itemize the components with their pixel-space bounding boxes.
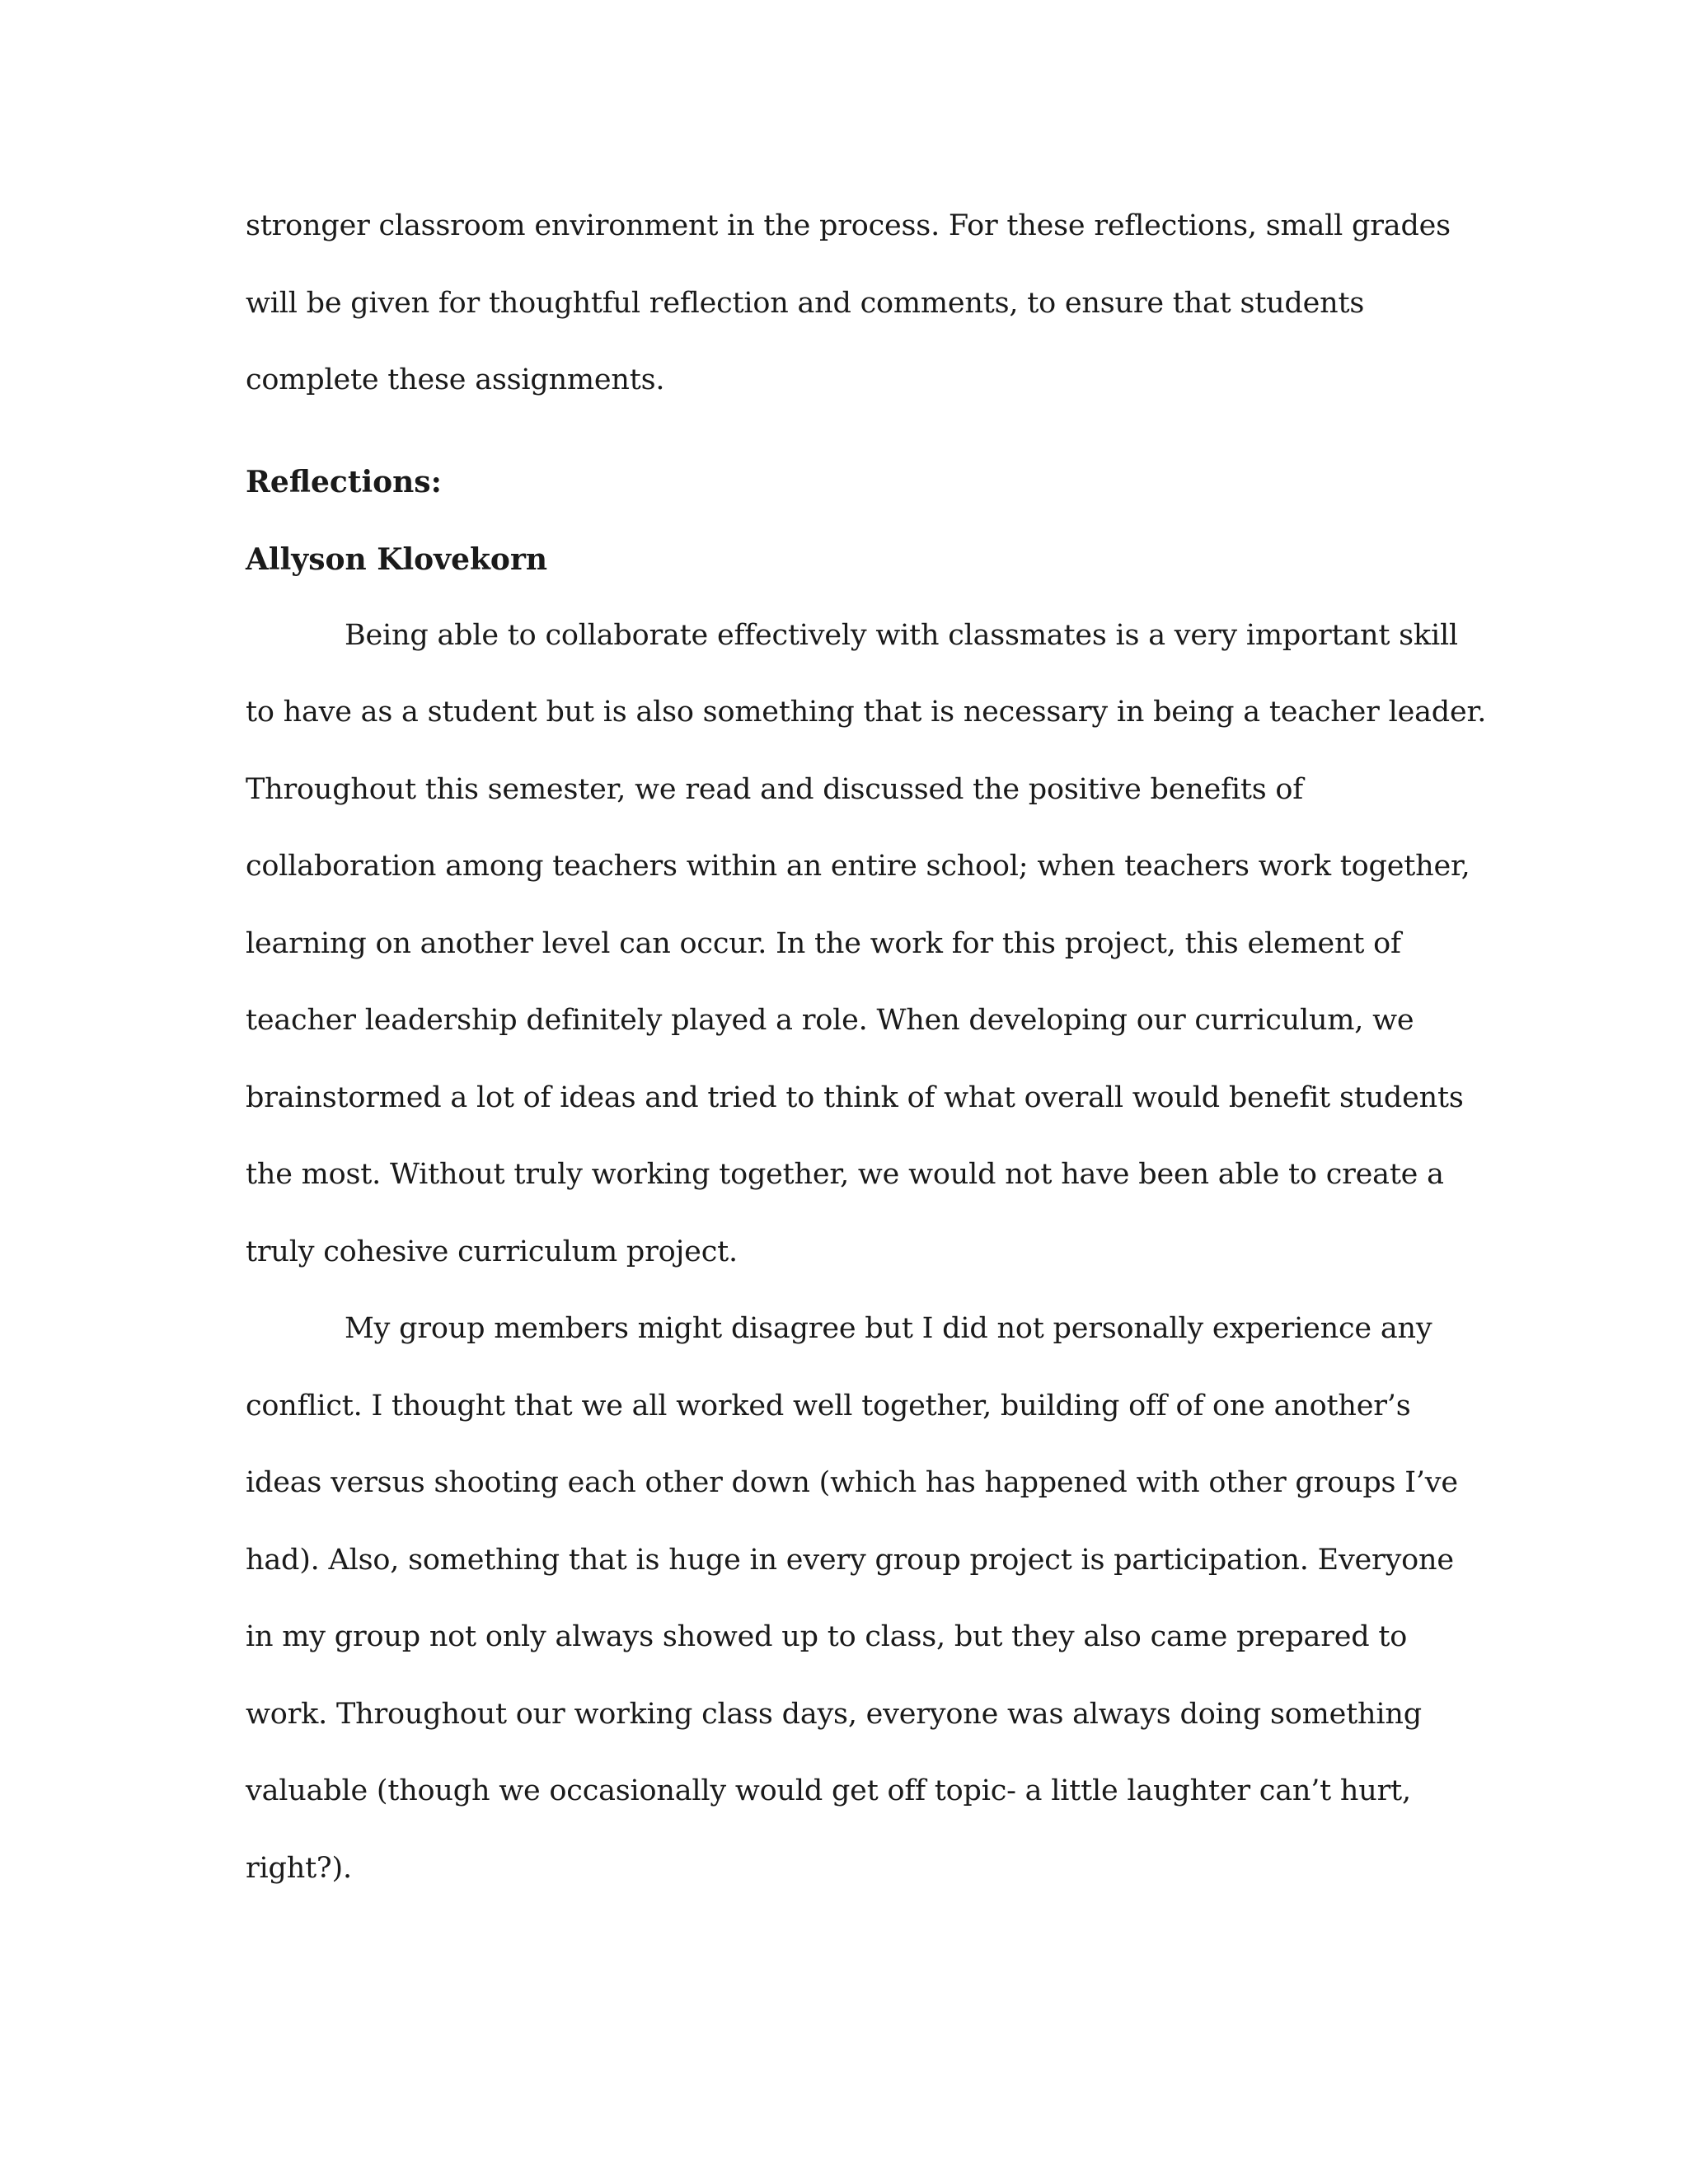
text-line: truly cohesive curriculum project. [246,1235,738,1268]
page-content [246,188,1487,1907]
text-line: to have as a student but is also something that is necessary in being a teacher leader. [246,696,1487,729]
intro-paragraph [246,188,1451,419]
text-line: work. Throughout our working class days, everyone was always doing something [246,1697,1422,1731]
text-line: collaboration among teachers within an entire school; when teachers work together, [246,850,1470,883]
section-heading: Reflections: [246,464,442,499]
text-line: stronger classroom environment in the process. For these reflections, small grades [246,209,1451,242]
text-line: in my group not only always showed up to class, but they also came prepared to [246,1620,1408,1653]
text-line: brainstormed a lot of ideas and tried to think of what overall would benefit students [246,1080,1464,1114]
text-line: teacher leadership definitely played a role. When developing our curriculum, we [246,1004,1414,1037]
text-line: My group members might disagree but I did not personally experience any [345,1312,1432,1345]
text-line: had). Also, something that is huge in every group project is participation. Everyone [246,1543,1454,1577]
text-line: right?). [246,1851,352,1885]
text-line: will be given for thoughtful reflection and comments, to ensure that students [246,286,1365,320]
text-line: ideas versus shooting each other down (which has happened with other groups I’ve [246,1466,1458,1499]
author-name-heading: Allyson Klovekorn [246,541,548,577]
text-line: learning on another level can occur. In the work for this project, this element of [246,926,1401,960]
text-line: Throughout this semester, we read and discussed the positive benefits of [246,772,1304,806]
reflection-paragraph-2 [246,1291,1458,1907]
text-line: the most. Without truly working together, we would not have been able to create a [246,1158,1444,1191]
text-line: Being able to collaborate effectively with classmates is a very important skill [345,618,1458,652]
text-line: valuable (though we occasionally would get off topic- a little laughter can’t hurt, [246,1774,1411,1807]
reflection-paragraph-1 [246,598,1487,1291]
text-line: complete these assignments. [246,363,665,396]
text-line: conflict. I thought that we all worked well together, building off of one another’s [246,1389,1411,1422]
